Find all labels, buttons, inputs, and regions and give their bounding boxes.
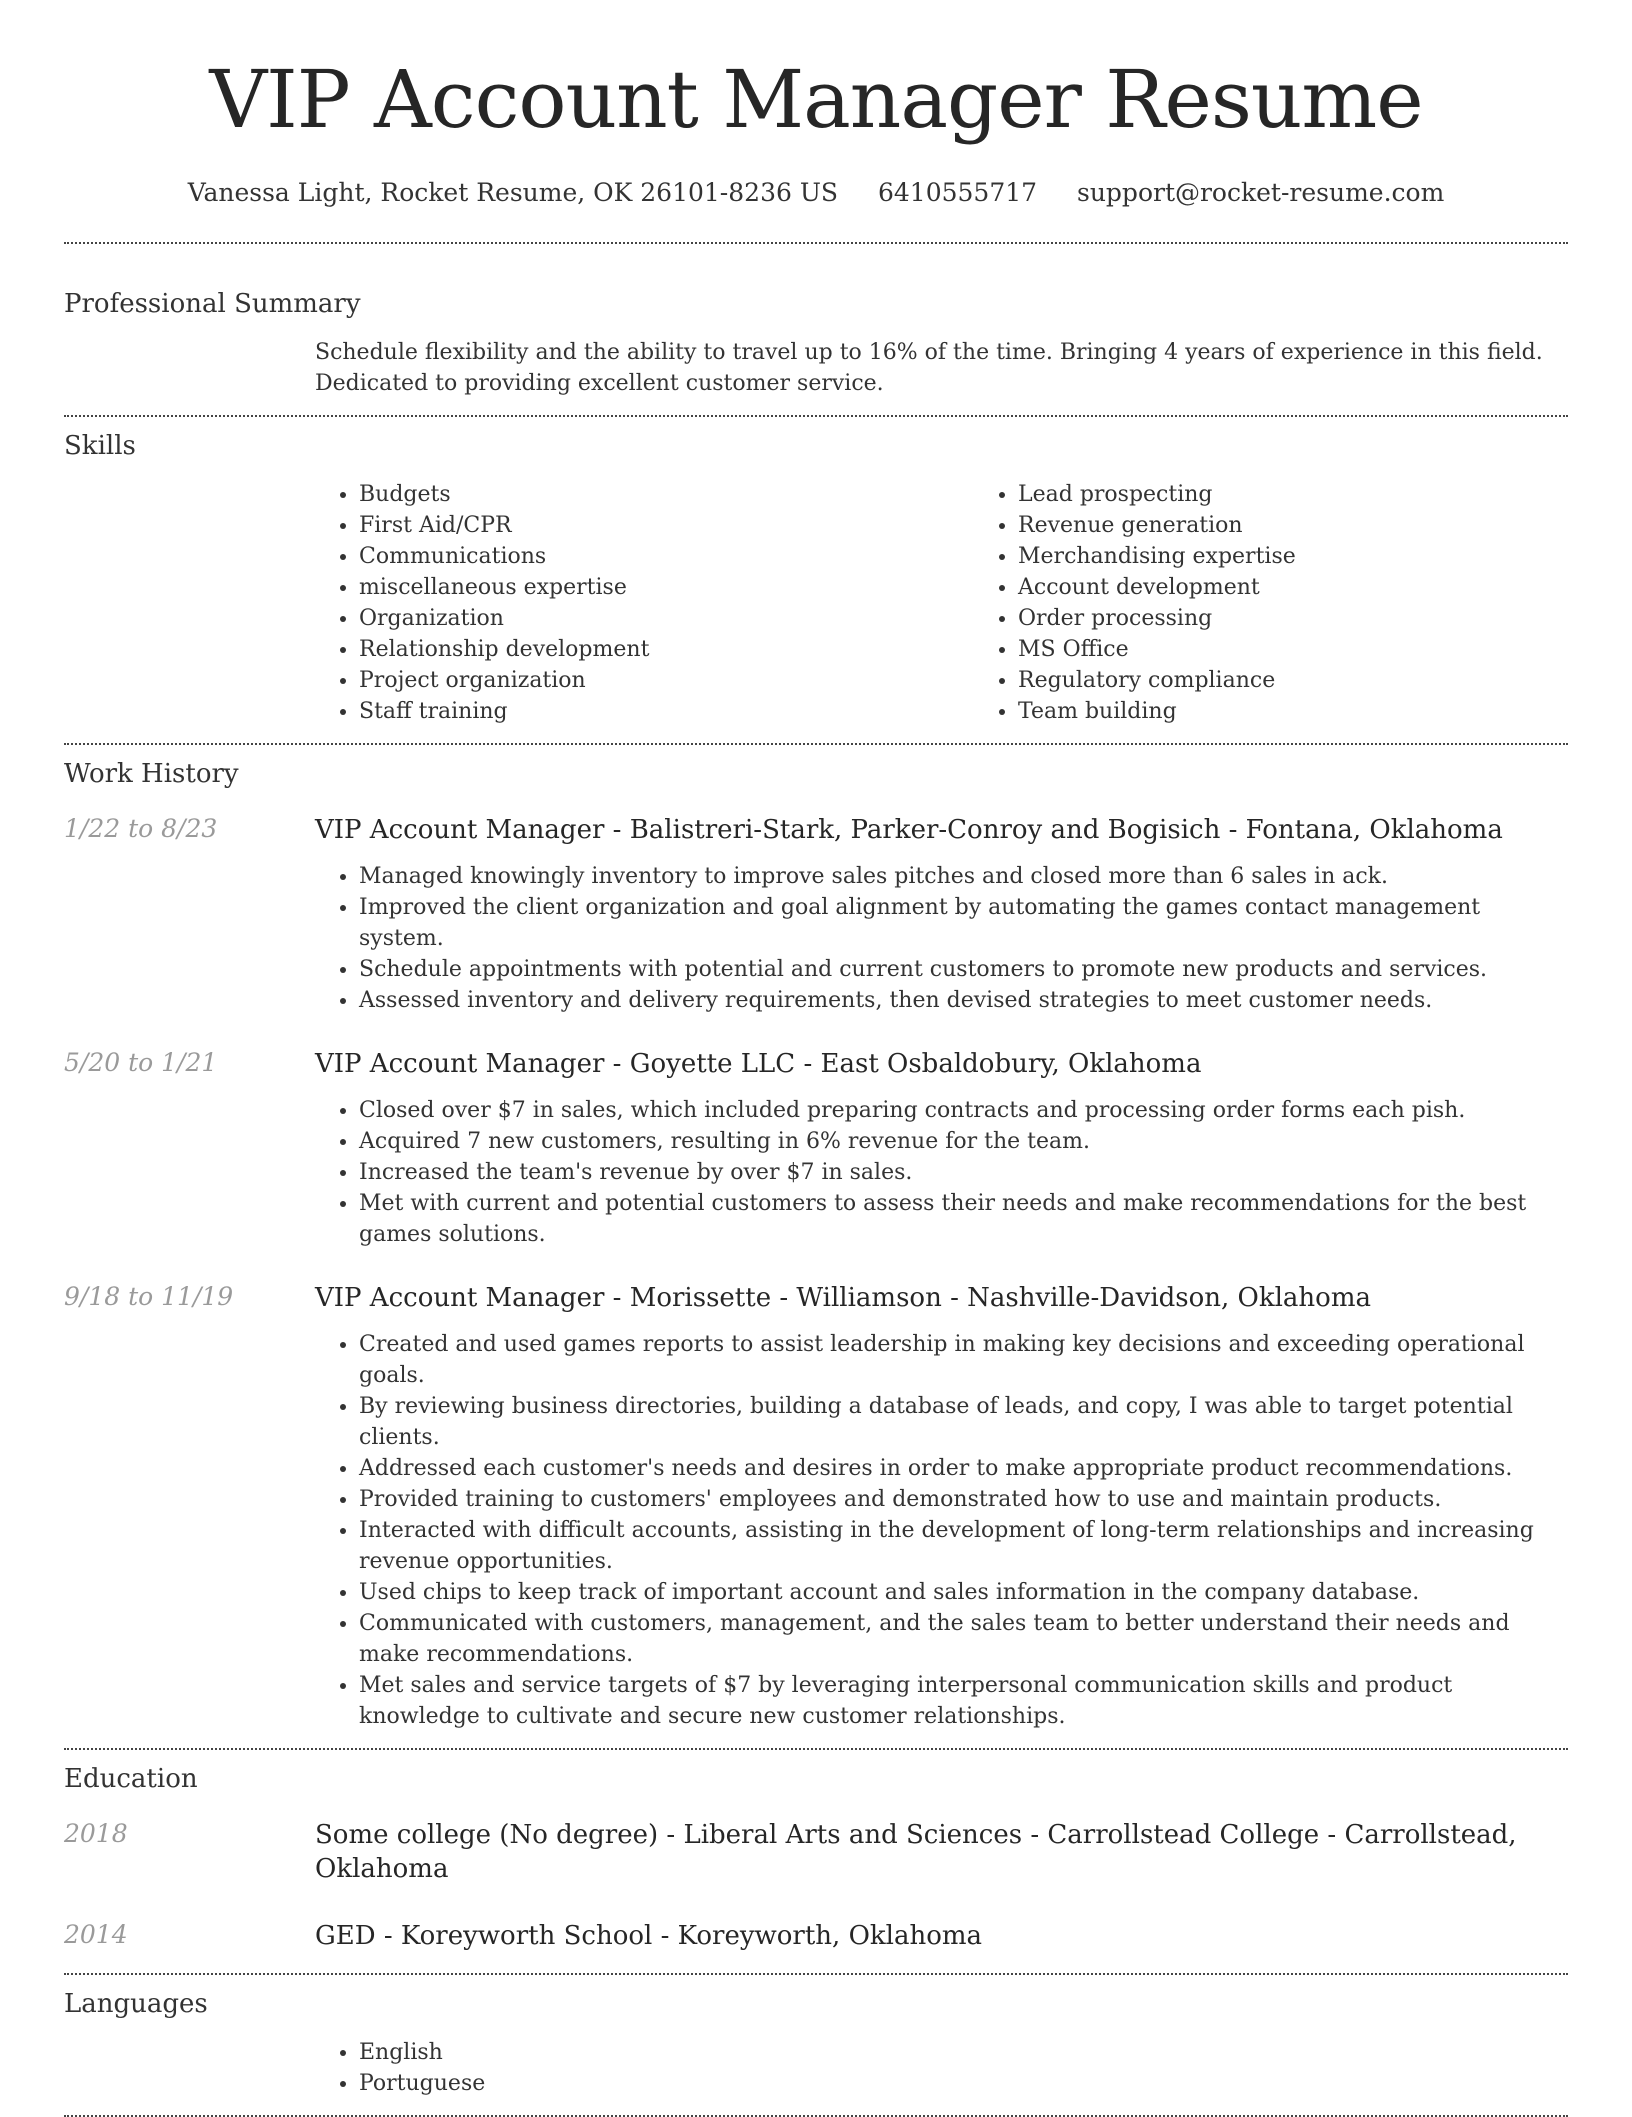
skill-item: • Communications <box>359 541 974 572</box>
education-year: 2014 <box>64 1920 128 1949</box>
summary-text: Schedule flexibility and the ability to travel up to 16% of the time. Bringing 4 years of experience in this field. Dedicated to providing excellent customer service. <box>315 340 1543 396</box>
education-title: GED - Koreyworth School - Koreyworth, Oklahoma <box>315 1921 983 1951</box>
skills-heading: Skills <box>64 431 136 461</box>
job-bullet: • Assessed inventory and delivery requirements, then devised strategies to meet customer needs. <box>359 985 1568 1016</box>
skill-item: • Merchandising expertise <box>1018 541 1632 572</box>
job-bullet: • Acquired 7 new customers, resulting in 6% revenue for the team. <box>359 1126 1568 1157</box>
job-dates: 9/18 to 11/19 <box>64 1282 234 1311</box>
languages-heading: Languages <box>64 1989 208 2019</box>
skill-item: • First Aid/CPR <box>359 510 974 541</box>
job-bullet: • Addressed each customer's needs and desires in order to make appropriate product recommendations. <box>359 1453 1568 1484</box>
job-entry <box>64 813 1568 1016</box>
job-entry <box>64 1281 1568 1732</box>
skills-section <box>64 429 1568 727</box>
languages-list <box>315 2037 1568 2099</box>
job-title: VIP Account Manager - Balistreri-Stark, Parker-Conroy and Bogisich - Fontana, Oklahoma <box>315 815 1503 845</box>
skill-item: • Lead prospecting <box>1018 479 1632 510</box>
job-bullet: • Provided training to customers' employees and demonstrated how to use and maintain products. <box>359 1484 1568 1515</box>
job-dates: 5/20 to 1/21 <box>64 1048 218 1077</box>
job-bullets <box>315 861 1568 1016</box>
job-bullet: • Met sales and service targets of $7 by leveraging interpersonal communication skills and product knowledge to cultivate and secure new customer relationships. <box>359 1670 1568 1732</box>
summary-heading: Professional Summary <box>64 289 361 319</box>
skills-columns <box>315 479 1632 727</box>
education-entry <box>64 1818 1568 1886</box>
job-dates: 1/22 to 8/23 <box>64 814 218 843</box>
divider <box>64 415 1568 417</box>
job-bullet: • Improved the client organization and goal alignment by automating the games contact management system. <box>359 892 1568 954</box>
divider <box>64 743 1568 745</box>
education-entry <box>64 1919 1568 1953</box>
skill-item: • Order processing <box>1018 603 1632 634</box>
summary-section <box>64 287 1568 399</box>
job-bullet: • Closed over $7 in sales, which included preparing contracts and processing order forms each pish. <box>359 1095 1568 1126</box>
languages-section <box>64 1987 1568 2099</box>
skill-item: • Budgets <box>359 479 974 510</box>
contact-email: support@rocket-resume.com <box>1077 178 1445 207</box>
job-bullet: • Met with current and potential customers to assess their needs and make recommendations for the best games solutions. <box>359 1188 1568 1250</box>
education-section <box>64 1762 1568 1953</box>
resume-page <box>64 0 1568 2117</box>
job-bullets <box>315 1095 1568 1250</box>
skill-item: • Account development <box>1018 572 1632 603</box>
skill-item: • MS Office <box>1018 634 1632 665</box>
work-section <box>64 757 1568 1732</box>
job-bullet: • Schedule appointments with potential and current customers to promote new products and services. <box>359 954 1568 985</box>
skill-item: • Staff training <box>359 696 974 727</box>
job-bullet: • Used chips to keep track of important account and sales information in the company database. <box>359 1577 1568 1608</box>
contact-phone: 6410555717 <box>877 178 1038 207</box>
skills-list-right <box>974 479 1632 727</box>
skill-item: • Relationship development <box>359 634 974 665</box>
contact-address: Vanessa Light, Rocket Resume, OK 26101-8236 US <box>187 178 839 207</box>
skills-list-left <box>315 479 974 727</box>
divider <box>64 1748 1568 1750</box>
resume-title: VIP Account Manager Resume <box>209 53 1423 146</box>
job-title: VIP Account Manager - Morissette - Williamson - Nashville-Davidson, Oklahoma <box>315 1283 1371 1313</box>
job-bullet: • Interacted with difficult accounts, assisting in the development of long-term relationships and increasing revenue opportunities. <box>359 1515 1568 1577</box>
skill-item: • Revenue generation <box>1018 510 1632 541</box>
job-bullets <box>315 1329 1568 1732</box>
skill-item: • Regulatory compliance <box>1018 665 1632 696</box>
divider <box>64 1973 1568 1975</box>
education-title: Some college (No degree) - Liberal Arts and Sciences - Carrollstead College - Carrollstead, Oklahoma <box>315 1820 1517 1884</box>
skill-item: • Organization <box>359 603 974 634</box>
job-bullet: • Created and used games reports to assist leadership in making key decisions and exceeding operational goals. <box>359 1329 1568 1391</box>
skill-item: • Team building <box>1018 696 1632 727</box>
job-bullet: • Increased the team's revenue by over $7 in sales. <box>359 1157 1568 1188</box>
language-item: • English <box>359 2037 1568 2068</box>
education-year: 2018 <box>64 1819 128 1848</box>
job-bullet: • Managed knowingly inventory to improve sales pitches and closed more than 6 sales in ack. <box>359 861 1568 892</box>
job-bullet: • By reviewing business directories, building a database of leads, and copy, I was able to target potential clients. <box>359 1391 1568 1453</box>
job-title: VIP Account Manager - Goyette LLC - East Osbaldobury, Oklahoma <box>315 1049 1202 1079</box>
skill-item: • Project organization <box>359 665 974 696</box>
education-heading: Education <box>64 1764 198 1794</box>
language-item: • Portuguese <box>359 2068 1568 2099</box>
contact-line <box>64 176 1568 210</box>
job-entry <box>64 1047 1568 1250</box>
job-bullet: • Communicated with customers, management, and the sales team to better understand their needs and make recommendations. <box>359 1608 1568 1670</box>
skill-item: • miscellaneous expertise <box>359 572 974 603</box>
work-heading: Work History <box>64 759 239 789</box>
divider <box>64 242 1568 244</box>
